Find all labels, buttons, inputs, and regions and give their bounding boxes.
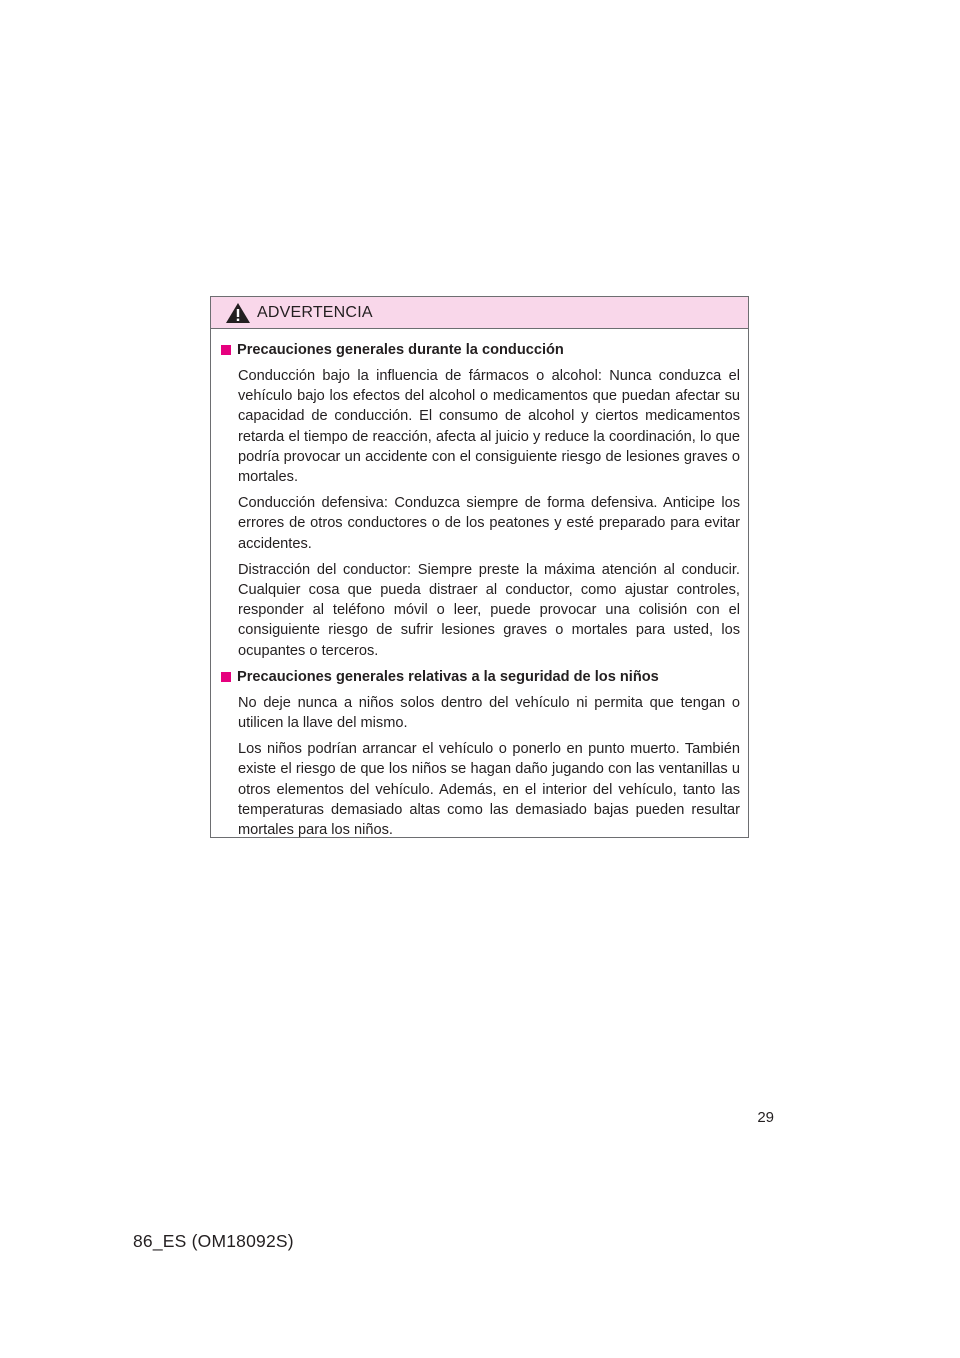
paragraph: Conducción bajo la influencia de fármacos o alcohol: Nunca conduzca el vehículo bajo los efectos del alcohol o medicamentos que puedan afectar su capacidad de conducción. El consumo de alcohol y ciertos medicamentos retarda el tiempo de reacción, afecta al juicio y reduce la coordinación, lo que podría provocar un accidente con el consiguiente riesgo de lesiones graves o mortales.	[238, 368, 740, 486]
section-heading	[219, 667, 740, 687]
pink-square-icon	[221, 672, 231, 682]
warning-triangle-icon	[225, 302, 251, 324]
paragraph: Los niños podrían arrancar el vehículo o ponerlo en punto muerto. También existe el riesgo de que los niños se hagan daño jugando con las ventanillas u otros elementos del vehículo. Además, en el interior del vehículo, tanto las temperaturas demasiado altas como las demasiado bajas pueden resultar mortales para los niños.	[238, 741, 740, 839]
section-heading-text: Precauciones generales relativas a la seguridad de los niños	[237, 668, 659, 685]
page-number: 29	[757, 1109, 774, 1126]
paragraph: Distracción del conductor: Siempre preste la máxima atención al conducir. Cualquier cosa que pueda distraer al conductor, como ajustar controles, responder al teléfono móvil o leer, puede provocar una colisión con el consiguiente riesgo de sufrir lesiones graves o mortales para usted, los ocupantes o terceros.	[238, 561, 740, 659]
pink-square-icon	[221, 345, 231, 355]
section-heading	[219, 340, 740, 360]
document-code: 86_ES (OM18092S)	[133, 1231, 294, 1251]
warning-box	[210, 296, 749, 838]
warning-body	[211, 329, 748, 840]
paragraph: No deje nunca a niños solos dentro del vehículo ni permita que tengan o utilicen la llave del mismo.	[238, 694, 740, 732]
warning-header	[211, 297, 748, 329]
warning-title: ADVERTENCIA	[257, 303, 373, 321]
section-heading-text: Precauciones generales durante la conducción	[237, 342, 564, 358]
paragraph: Conducción defensiva: Conduzca siempre de forma defensiva. Anticipe los errores de otros conductores o de los peatones y esté preparado para evitar accidentes.	[238, 495, 740, 552]
